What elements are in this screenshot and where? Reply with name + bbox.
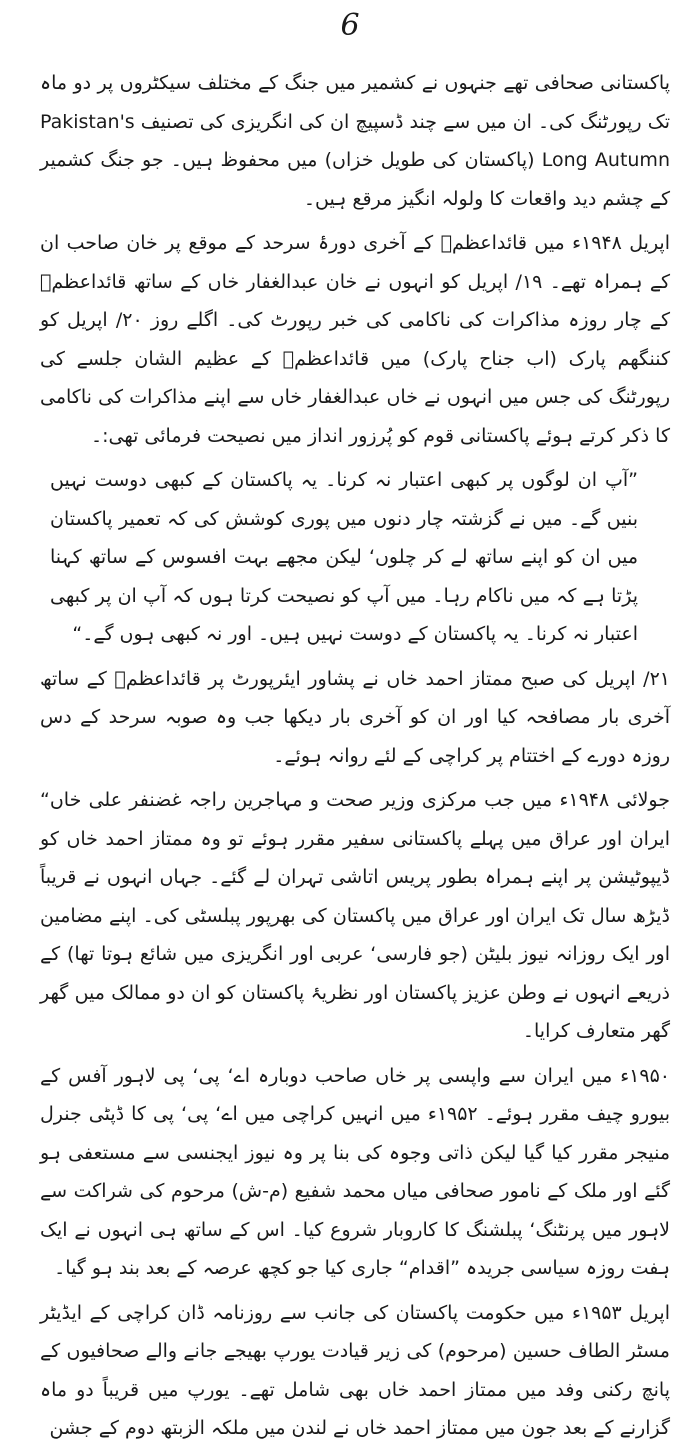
paragraph-text: ۲۱/ اپریل کی صبح ممتاز احمد خاں نے پشاور ایئرپورٹ پر قائداعظمؒ کے ساتھ آخری بار مصافحہ کیا اور ان کو آخری بار دیکھا جب وہ صوبہ سرحد کے دس روزہ دورے کے اختتام پر کراچی کے لئے روانہ ہوئے۔ [40, 667, 670, 767]
quote-text: ”آپ ان لوگوں پر کبھی اعتبار نہ کرنا۔ یہ پاکستان کے کبھی دوست نہیں بنیں گے۔ میں نے گزشتہ چار دنوں میں پوری کوشش کی کہ تعمیر پاکستان میں ان کو اپنے ساتھ لے کر چلوں‘ لیکن مجھے بہت افسوس کے ساتھ کہنا پڑتا ہے کہ میں ناکام رہا۔ میں آپ کو نصیحت کرتا ہوں کہ آپ ان پر کبھی اعتبار نہ کرنا۔ یہ پاکستان کے دوست نہیں ہیں۔ اور نہ کبھی ہوں گے۔“ [50, 469, 638, 645]
paragraph-text: ۱۹۵۰ء میں ایران سے واپسی پر خاں صاحب دوبارہ اے‘ پی‘ پی لاہور آفس کے بیورو چیف مقرر ہوئے۔ ۱۹۵۲ء میں انہیں کراچی میں اے‘ پی‘ پی کا ڈپٹی جنرل منیجر مقرر کیا گیا لیکن ذاتی وجوہ کی بنا پر وہ نیوز ایجنسی سے مستعفی ہو گئے اور ملک کے نامور صحافی میاں محمد شفیع (م-ش) مرحوم کی شراکت سے لاہور میں پرنٹنگ‘ پبلشنگ کا کاروبار شروع کیا۔ اس کے ساتھ ہی انہوں نے ایک ہفت روزہ سیاسی جریدہ ”اقدام“ جاری کیا جو کچھ عرصہ کے بعد بند ہو گیا۔ [40, 1064, 670, 1279]
paragraph-6 [40, 1057, 670, 1288]
quaid-quote [40, 461, 670, 654]
page-number: 6 [340, 8, 360, 43]
paragraph-text: اپریل ۱۹۴۸ء میں قائداعظمؒ کے آخری دورۂ سرحد کے موقع پر خان صاحب ان کے ہمراہ تھے۔ ۱۹/ اپریل کو انہوں نے خان عبدالغفار خاں کے ساتھ قائداعظمؒ کے چار روزہ مذاکرات کی ناکامی کی خبر رپورٹ کی۔ اگلے روز ۲۰/ اپریل کو کننگھم پارک (اب جناح پارک) میں قائداعظمؒ کے عظیم الشان جلسے کی رپورٹنگ کی جس میں انہوں نے خاں عبدالغفار خاں سے اپنے مذاکرات کی ناکامی کا ذکر کرتے ہوئے پاکستانی قوم کو پُرزور انداز میں نصیحت فرمائی تھی:۔ [40, 232, 670, 447]
page-body [40, 64, 670, 1454]
paragraph-7 [40, 1294, 670, 1448]
paragraph-1 [40, 64, 670, 218]
paragraph-text: اپریل ۱۹۵۳ء میں حکومت پاکستان کی جانب سے روزنامہ ڈان کراچی کے ایڈیٹر مسٹر الطاف حسین (مرحوم) کی زیر قیادت یورپ بھیجے جانے والے صحافیوں کے پانچ رکنی وفد میں ممتاز احمد خاں بھی شامل تھے۔ یورپ میں قریباً دو ماہ گزارنے کے بعد جون میں ممتاز احمد خاں نے لندن میں ملکہ الزبتھ دوم کے جشن [40, 1301, 670, 1439]
paragraph-text: پاکستانی صحافی تھے جنہوں نے کشمیر میں جنگ کے مختلف سیکٹروں پر دو ماہ تک رپورٹنگ کی۔ ان میں سے چند ڈسپیچ ان کی انگریزی کی تصنیف Pakistan's Long Autumn (پاکستان کی طویل خزاں) میں محفوظ ہیں۔ جو جنگ کشمیر کے چشم دید واقعات کا ولولہ انگیز مرقع ہیں۔ [40, 72, 670, 210]
paragraph-text: جولائی ۱۹۴۸ء میں جب مرکزی وزیر صحت و مہاجرین راجہ غضنفر علی خاں“ ایران اور عراق میں پہلے پاکستانی سفیر مقرر ہوئے تو وہ ممتاز احمد خاں کو ڈیپوٹیشن پر اپنے ہمراہ بطور پریس اتاشی تہران لے گئے۔ جہاں انہوں نے قریباً ڈیڑھ سال تک ایران اور عراق میں پاکستان کی بھرپور پبلسٹی کی۔ اپنے مضامین اور ایک روزانہ نیوز بلیٹن (جو فارسی‘ عربی اور انگریزی میں شائع ہوتا تھا) کے ذریعے انہوں نے وطن عزیز پاکستان اور نظریۂ پاکستان کو ان دو ممالک میں گھر گھر متعارف کرایا۔ [40, 789, 670, 1042]
paragraph-4 [40, 660, 670, 776]
paragraph-2 [40, 224, 670, 455]
paragraph-5 [40, 781, 670, 1051]
